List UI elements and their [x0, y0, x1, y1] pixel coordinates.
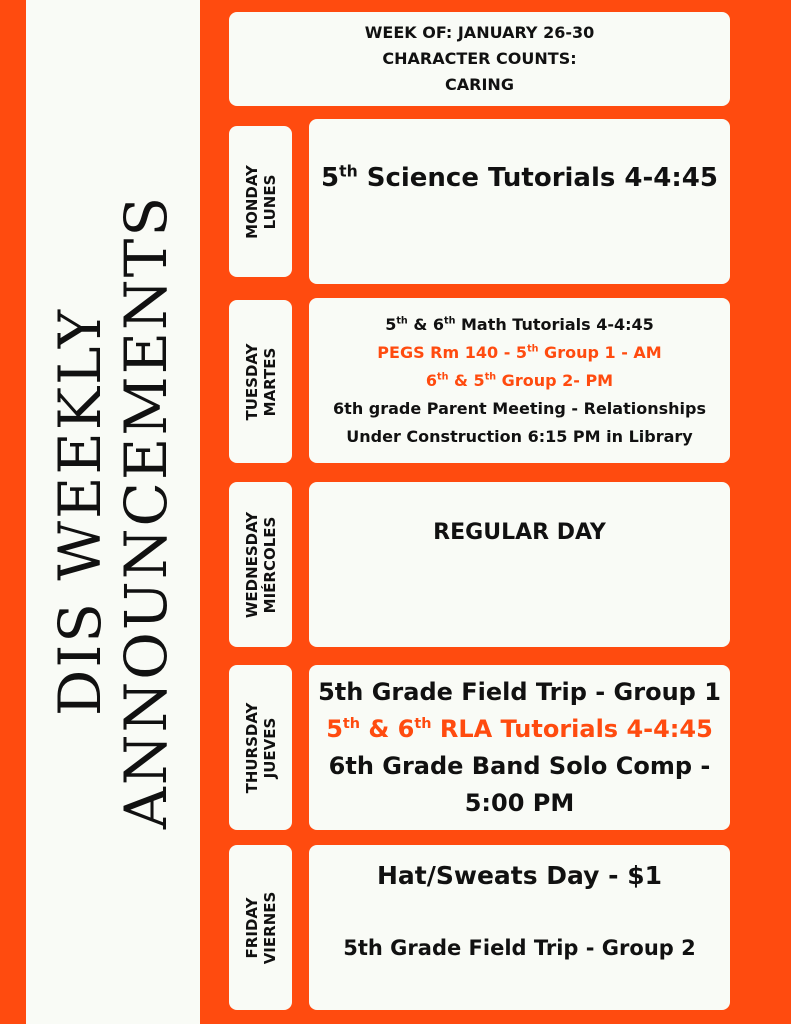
- day-name-es: LUNES: [260, 174, 279, 229]
- day-name-es: JUEVES: [260, 717, 279, 778]
- event-science-tutorials: 5th Science Tutorials 4-4:45: [321, 162, 718, 193]
- day-label-friday: [229, 845, 292, 1010]
- day-name-en: TUESDAY: [242, 343, 261, 420]
- title-line-1: DIS WEEKLY: [46, 307, 114, 717]
- event-regular-day: REGULAR DAY: [433, 520, 606, 545]
- day-name-es: VIERNES: [260, 891, 279, 964]
- day-label-tuesday: [229, 300, 292, 463]
- page-title: [47, 195, 179, 829]
- event-field-trip-group-1: 5th Grade Field Trip - Group 1: [318, 677, 721, 706]
- character-counts: CHARACTER COUNTS:: [382, 49, 577, 68]
- title-line-2: ANNOUNCEMENTS: [112, 194, 180, 830]
- week-of: WEEK OF: JANUARY 26-30: [364, 23, 595, 42]
- monday-events: [309, 119, 730, 284]
- event-hat-sweats-day: Hat/Sweats Day - $1: [376, 861, 663, 890]
- event-pegs-group-2: 6th & 5th Group 2- PM: [425, 370, 614, 390]
- event-field-trip-group-2: 5th Grade Field Trip - Group 2: [343, 936, 696, 960]
- day-label-thursday: [229, 665, 292, 830]
- event-math-tutorials: 5th & 6th Math Tutorials 4-4:45: [385, 314, 654, 334]
- event-band-solo-time: 5:00 PM: [464, 788, 575, 817]
- day-label-wednesday: [229, 482, 292, 647]
- day-name-es: MIÉRCOLES: [260, 516, 279, 613]
- event-parent-meeting-details: Under Construction 6:15 PM in Library: [346, 426, 693, 446]
- thursday-events: [309, 665, 730, 830]
- day-label-monday: [229, 126, 292, 277]
- character-trait: CARING: [445, 75, 514, 94]
- tuesday-events: [309, 298, 730, 463]
- week-header: [229, 12, 730, 106]
- day-name-en: WEDNESDAY: [242, 511, 261, 618]
- event-parent-meeting: 6th grade Parent Meeting - Relationships: [333, 398, 706, 418]
- friday-events: [309, 845, 730, 1010]
- wednesday-events: [309, 482, 730, 647]
- day-name-en: FRIDAY: [242, 897, 261, 958]
- event-band-solo: 6th Grade Band Solo Comp -: [328, 751, 711, 780]
- day-name-en: MONDAY: [242, 164, 261, 239]
- day-name-en: THURSDAY: [242, 702, 261, 793]
- event-pegs-group-1: PEGS Rm 140 - 5th Group 1 - AM: [377, 342, 662, 362]
- event-rla-tutorials: 5th & 6th RLA Tutorials 4-4:45: [326, 714, 713, 743]
- day-name-es: MARTES: [260, 347, 279, 416]
